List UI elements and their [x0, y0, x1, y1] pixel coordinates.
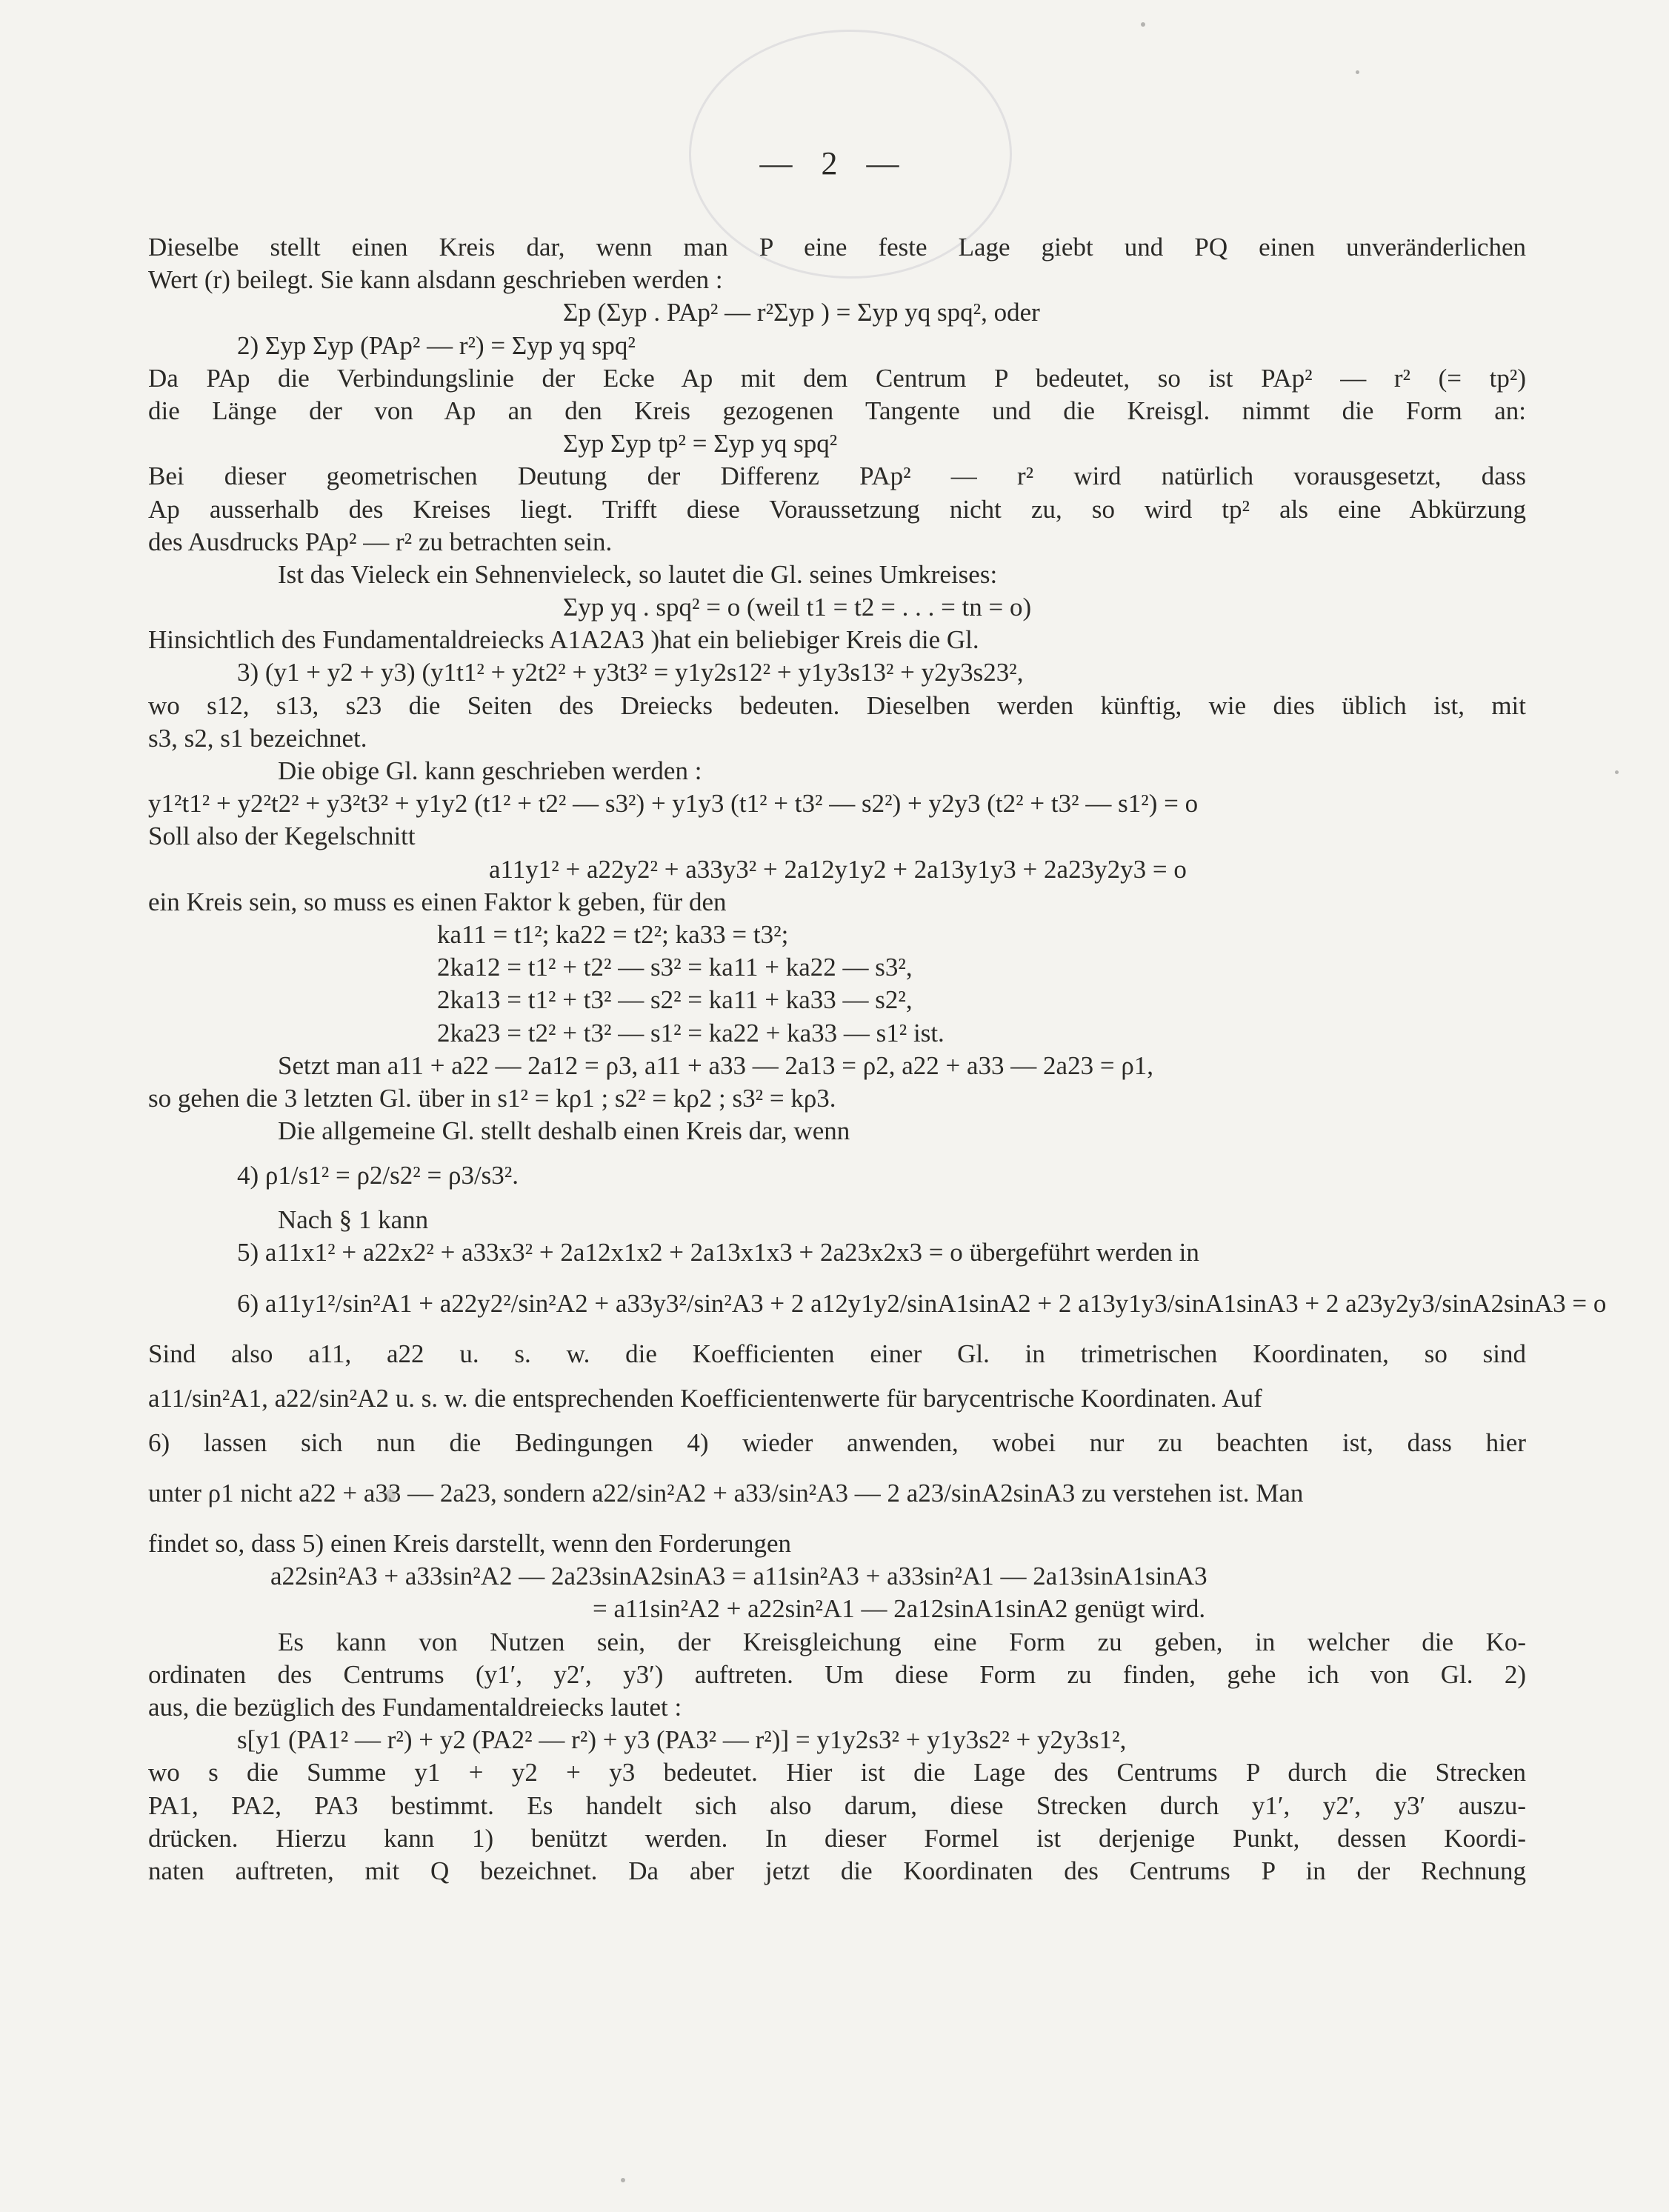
formula-line: a11y1² + a22y2² + a33y3² + 2a12y1y2 + 2a13y1y3 + 2a23y2y3 = o [489, 854, 1187, 884]
text-line: Nach § 1 kann [278, 1205, 429, 1235]
text-line: Die obige Gl. kann geschrieben werden : [278, 756, 702, 785]
page-number: — 2 — [759, 145, 910, 181]
text-line: Da PAp die Verbindungslinie der Ecke Ap mit dem Centrum P bedeutet, so ist PAp² — r² (= tp²) [148, 363, 1526, 393]
paper-speck [1141, 22, 1145, 27]
formula-line: Σyp yq . spq² = o (weil t1 = t2 = . . . = tn = o) [563, 593, 1032, 622]
text-line: PA1, PA2, PA3 bestimmt. Es handelt sich also darum, diese Strecken durch y1′, y2′, y3′ auszu- [148, 1790, 1526, 1820]
formula-line: Σp (Σyp . PAp² — r²Σyp ) = Σyp yq spq², oder [563, 298, 1040, 327]
text-line: die Länge der von Ap an den Kreis gezogenen Tangente und die Kreisgl. nimmt die Form an: [148, 396, 1526, 425]
formula-line: 2) Σyp Σyp (PAp² — r²) = Σyp yq spq² [237, 330, 636, 360]
text-line: wo s die Summe y1 + y2 + y3 bedeutet. Hier ist die Lage des Centrums P durch die Strecken [148, 1758, 1526, 1788]
text-line: drücken. Hierzu kann 1) benützt werden. In dieser Formel ist derjenige Punkt, dessen Koordi- [148, 1823, 1526, 1853]
formula-line: 5) a11x1² + a22x2² + a33x3² + 2a12x1x2 + 2a13x1x3 + 2a23x2x3 = o übergeführt werden in [237, 1238, 1199, 1267]
formula-line: y1²t1² + y2²t2² + y3²t3² + y1y2 (t1² + t2² — s3²) + y1y3 (t1² + t3² — s2²) + y2y3 (t2² + t3² — s1²) = o [148, 789, 1199, 819]
text-line: aus, die bezüglich des Fundamentaldreiecks lautet : [148, 1692, 682, 1722]
formula-line: Setzt man a11 + a22 — 2a12 = ρ3, a11 + a33 — 2a13 = ρ2, a22 + a33 — 2a23 = ρ1, [278, 1050, 1154, 1080]
formula-line: 2ka23 = t2² + t3² — s1² = ka22 + ka33 — s1² ist. [437, 1018, 945, 1047]
paper-speck [385, 1489, 396, 1502]
text-line: wo s12, s13, s23 die Seiten des Dreiecks bedeuten. Dieselben werden künftig, wie dies üblich ist, mit [148, 690, 1526, 720]
text-line: ordinaten des Centrums (y1′, y2′, y3′) auftreten. Um diese Form zu finden, gehe ich von Gl. 2) [148, 1659, 1526, 1689]
text-line: Sind also a11, a22 u. s. w. die Koefficienten einer Gl. in trimetrischen Koordinaten, so sind [148, 1339, 1526, 1368]
text-line: findet so, dass 5) einen Kreis darstellt, wenn den Forderungen [148, 1529, 791, 1558]
formula-line: 4) ρ1/s1² = ρ2/s2² = ρ3/s3². [237, 1161, 519, 1190]
paper-speck [1615, 770, 1619, 774]
formula-line: s[y1 (PA1² — r²) + y2 (PA2² — r²) + y3 (PA3² — r²)] = y1y2s3² + y1y3s2² + y2y3s1², [237, 1725, 1127, 1755]
formula-line: = a11sin²A2 + a22sin²A1 — 2a12sinA1sinA2 genügt wird. [593, 1594, 1206, 1624]
text-line: Die allgemeine Gl. stellt deshalb einen Kreis dar, wenn [278, 1116, 850, 1146]
text-line: unter ρ1 nicht a22 + a33 — 2a23, sondern a22/sin²A2 + a33/sin²A3 — 2 a23/sinA2sinA3 zu verstehen ist. Man [148, 1479, 1304, 1508]
formula-line: Σyp Σyp tp² = Σyp yq spq² [563, 429, 838, 459]
formula-line: 6) a11y1²/sin²A1 + a22y2²/sin²A2 + a33y3²/sin²A3 + 2 a12y1y2/sinA1sinA2 + 2 a13y1y3/sinA1sinA3 + 2 a23y2y3/sinA2sinA3 = o [237, 1288, 1607, 1318]
formula-line: a22sin²A3 + a33sin²A2 — 2a23sinA2sinA3 = a11sin²A3 + a33sin²A1 — 2a13sinA1sinA3 [270, 1562, 1207, 1591]
text-line: Ist das Vieleck ein Sehnenvieleck, so lautet die Gl. seines Umkreises: [278, 559, 998, 589]
text-line: Hinsichtlich des Fundamentaldreiecks A1A2A3 )hat ein beliebiger Kreis die Gl. [148, 625, 979, 655]
text-line: a11/sin²A1, a22/sin²A2 u. s. w. die entsprechenden Koefficientenwerte für barycentrische Koordinaten. Auf [148, 1383, 1262, 1413]
text-line: Ap ausserhalb des Kreises liegt. Trifft diese Voraussetzung nicht zu, so wird tp² als eine Abkürzung [148, 494, 1526, 524]
text-line: s3, s2, s1 bezeichnet. [148, 723, 367, 753]
text-line: ein Kreis sein, so muss es einen Faktor k geben, für den [148, 887, 727, 916]
text-line: naten auftreten, mit Q bezeichnet. Da aber jetzt die Koordinaten des Centrums P in der Rechnung [148, 1856, 1526, 1885]
paper-speck [621, 2178, 625, 2182]
page-body [148, 231, 1607, 1888]
text-line: Bei dieser geometrischen Deutung der Differenz PAp² — r² wird natürlich vorausgesetzt, dass [148, 462, 1526, 491]
text-line: 6) lassen sich nun die Bedingungen 4) wieder anwenden, wobei nur zu beachten ist, dass hier [148, 1428, 1526, 1457]
formula-line: ka11 = t1²; ka22 = t2²; ka33 = t3²; [437, 919, 789, 949]
formula-line: 2ka12 = t1² + t2² — s3² = ka11 + ka22 — s3², [437, 953, 913, 982]
text-line: Es kann von Nutzen sein, der Kreisgleichung eine Form zu geben, in welcher die Ko- [278, 1627, 1526, 1656]
paper-speck [1356, 70, 1359, 74]
formula-line: 3) (y1 + y2 + y3) (y1t1² + y2t2² + y3t3² = y1y2s12² + y1y3s13² + y2y3s23², [237, 658, 1024, 687]
text-line: Soll also der Kegelschnitt [148, 822, 416, 851]
text-line: des Ausdrucks PAp² — r² zu betrachten sein. [148, 527, 613, 556]
formula-line: 2ka13 = t1² + t3² — s2² = ka11 + ka33 — s2², [437, 985, 913, 1015]
text-line: Dieselbe stellt einen Kreis dar, wenn man P eine feste Lage giebt und PQ einen unveränderlichen [148, 233, 1526, 261]
text-line: so gehen die 3 letzten Gl. über in s1² = kρ1 ; s2² = kρ2 ; s3² = kρ3. [148, 1083, 836, 1113]
text-line: Wert (r) beilegt. Sie kann alsdann geschrieben werden : [148, 265, 723, 295]
